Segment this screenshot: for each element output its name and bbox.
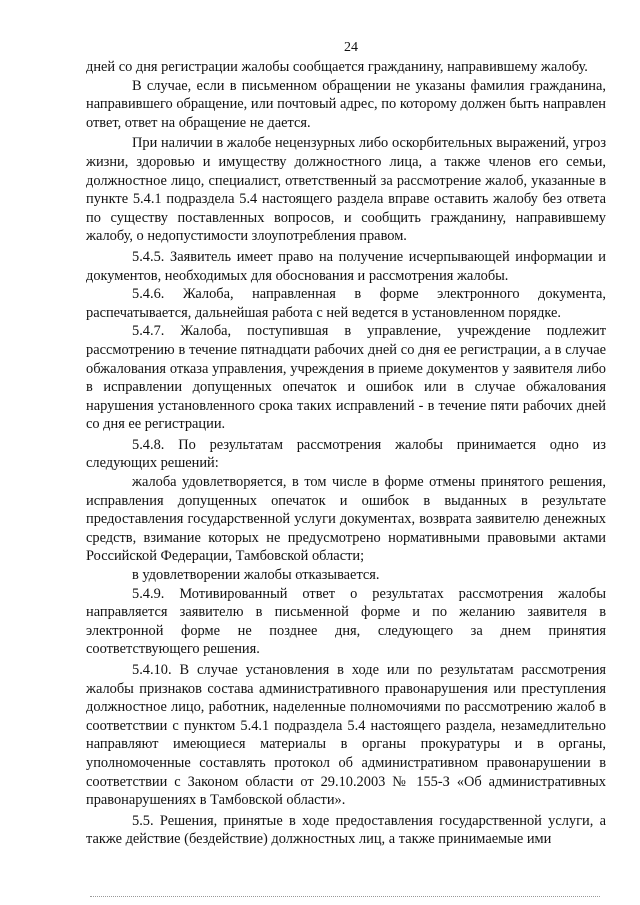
paragraph-decision-refused: в удовлетворении жалобы отказывается. [132, 567, 380, 584]
paragraph-5-4-9: 5.4.9. Мотивированный ответ о результатах рассмотрения жалобы направляется заявителю в письменной форме и по желанию заявителя в электронной форме не позднее дня, следующего за днем принятия соответствующего решения. [86, 585, 606, 658]
paragraph-5-4-6: 5.4.6. Жалоба, направленная в форме электронного документа, распечатывается, дальнейшая работа с ней ведется в установленном порядке. [86, 286, 606, 321]
page-bottom-edge [90, 896, 600, 899]
paragraph-offensive-language: При наличии в жалобе нецензурных либо оскорбительных выражений, угроз жизни, здоровью и имуществу должностного лица, а также членов его семьи, должностное лицо, специалист, ответственный за рассмотрение жалоб, указанные в пункте 5.4.1 подраздела 5.4 настоящего раздела вправе оставить жалобу без ответа по существу поставленных вопросов, и сообщить гражданину, направившему жалобу, о недопустимости злоупотребления правом. [86, 135, 606, 245]
paragraph-continuation: дней со дня регистрации жалобы сообщается гражданину, направившему жалобу. [86, 59, 588, 75]
paragraph-5-5: 5.5. Решения, принятые в ходе предоставления государственной услуги, а также действие (бездействие) должностных лиц, а также принимаемые ими [86, 812, 606, 848]
paragraph-decision-satisfied: жалоба удовлетворяется, в том числе в форме отмены принятого решения, исправления допущенных опечаток и ошибок в выданных в результате предоставления государственной услуги документах, возврата заявителю денежных средств, взимание которых не предусмотрено нормативными правовыми актами Российской Федерации, Тамбовской области; [86, 474, 606, 565]
page-number: 24 [344, 40, 358, 55]
paragraph-5-4-5: 5.4.5. Заявитель имеет право на получение исчерпывающей информации и документов, необходимых для обоснования и рассмотрения жалобы. [86, 248, 606, 284]
paragraph-5-4-8: 5.4.8. По результатам рассмотрения жалобы принимается одно из следующих решений: [86, 436, 606, 472]
paragraph-5-4-7: 5.4.7. Жалоба, поступившая в управление, учреждение подлежит рассмотрению в течение пятнадцати рабочих дней со дня ее регистрации, а в случае обжалования отказа управления, учреждения в приеме документов у заявителя либо в исправлении допущенных опечаток и ошибок или в случае обжалования нарушения установленного срока таких исправлений - в течение пяти рабочих дней со дня ее регистрации. [86, 323, 606, 433]
paragraph-5-4-10: 5.4.10. В случае установления в ходе или по результатам рассмотрения жалобы признаков состава административного правонарушения или преступления должностное лицо, работник, наделенные полномочиями по рассмотрению жалоб в соответствии с пунктом 5.4.1 подраздела 5.4 настоящего раздела, незамедлительно направляют имеющиеся материалы в органы прокуратуры и в органы, уполномоченные составлять протокол об административном правонарушении в соответствии с Законом области от 29.10.2003 № 155-З «Об административных правонарушениях в Тамбовской области». [86, 662, 606, 809]
paragraph-missing-surname: В случае, если в письменном обращении не указаны фамилия гражданина, направившего обращение, или почтовый адрес, по которому должен быть направлен ответ, ответ на обращение не дается. [86, 77, 606, 131]
